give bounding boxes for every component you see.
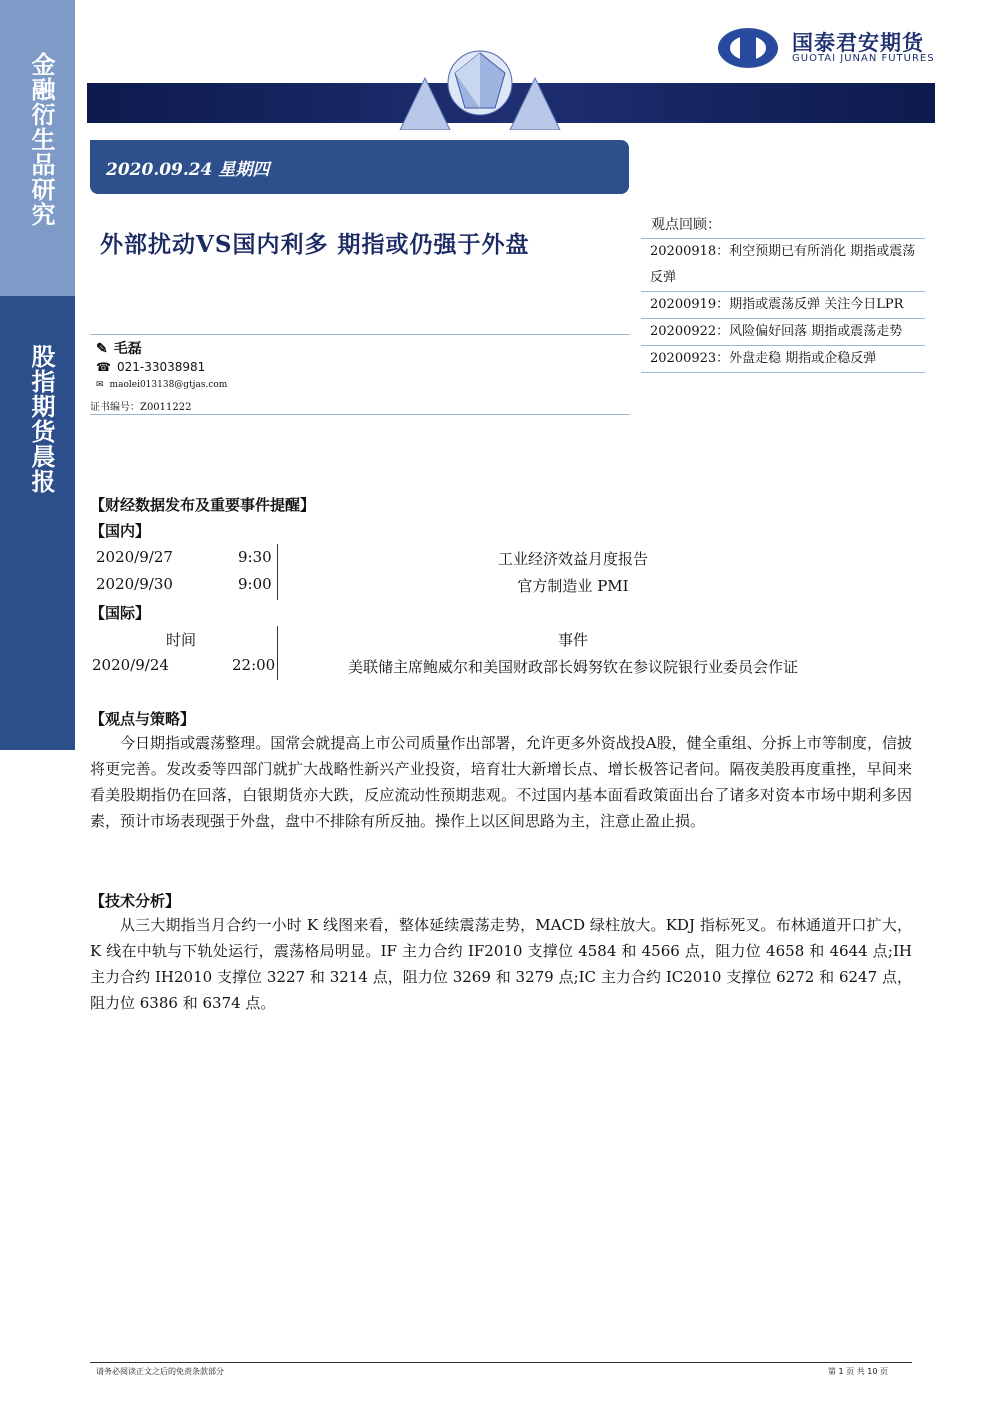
column-header-event: 事件 <box>557 631 588 649</box>
view-review-panel <box>641 214 925 373</box>
footer-disclaimer: 请务必阅读正文之后的免责条款部分 <box>96 1367 224 1376</box>
review-item: 20200918：利空预期已有所消化 期指或震荡反弹 <box>641 239 925 292</box>
review-item: 20200923：外盘走稳 期指或企稳反弹 <box>641 346 925 373</box>
technical-heading: 【技术分析】 <box>90 892 181 910</box>
table-row <box>90 548 910 574</box>
review-title: 观点回顾： <box>641 214 925 239</box>
company-name-cn: 国泰君安期货 <box>792 31 924 55</box>
domestic-label: 【国内】 <box>90 522 151 540</box>
strategy-heading: 【观点与策略】 <box>90 710 196 728</box>
page-number: 第 1 页 共 10 页 <box>828 1367 888 1376</box>
author-phone-row <box>96 360 205 374</box>
sidebar-top-label: 金融衍生品研究 <box>27 52 56 227</box>
strategy-paragraph <box>90 730 912 834</box>
certificate-number: 证书编号：Z0011222 <box>90 402 192 413</box>
table-header-row <box>90 629 910 655</box>
report-date: 2020.09.24 星期四 <box>90 140 629 194</box>
footer-divider <box>90 1362 912 1363</box>
event-time: 9:00 <box>238 575 272 593</box>
table-row <box>90 575 910 601</box>
author-email-row <box>96 380 227 390</box>
column-header-time: 时间 <box>166 631 197 649</box>
event-name: 美联储主席鲍威尔和美国财政部长姆努钦在参议院银行业委员会作证 <box>347 658 798 676</box>
phone-icon: ☎ <box>96 360 111 374</box>
table-divider <box>277 544 278 600</box>
author-email[interactable]: maolei013138@gtjas.com <box>109 380 228 390</box>
company-name-en: GUOTAI JUNAN FUTURES <box>792 53 935 64</box>
event-date: 2020/9/30 <box>96 575 173 593</box>
technical-paragraph <box>90 912 912 1016</box>
event-name: 官方制造业 PMI <box>517 577 629 595</box>
event-name: 工业经济效益月度报告 <box>497 550 648 568</box>
calendar-heading: 【财经数据发布及重要事件提醒】 <box>90 496 316 514</box>
event-date: 2020/9/27 <box>96 548 173 566</box>
event-time: 22:00 <box>232 656 276 674</box>
review-item: 20200922：风险偏好回落 期指或震荡走势 <box>641 319 925 346</box>
mail-icon: ✉ <box>96 380 104 390</box>
review-item: 20200919：期指或震荡反弹 关注今日LPR <box>641 292 925 319</box>
divider <box>90 414 630 415</box>
pen-icon: ✎ <box>96 341 108 357</box>
sidebar-bottom-label: 股指期货晨报 <box>27 344 56 494</box>
divider <box>90 334 630 335</box>
event-time: 9:30 <box>238 548 272 566</box>
author-name-row <box>96 338 142 358</box>
author-phone: 021-33038981 <box>116 360 206 374</box>
table-divider <box>277 626 278 680</box>
diamond-decoration-icon <box>390 48 570 130</box>
strategy-text: 今日期指或震荡整理。国常会就提高上市公司质量作出部署，允许更多外资战投A股，健全重组、分拆上市等制度，信披将更完善。发改委等四部门就扩大战略性新兴产业投资，培育壮大新增长点、增长极答记者问。隔夜美股再度重挫，早间来看美股期指仍在回落，白银期货亦大跌，反应流动性预期悲观。不过国内基本面看政策面出台了诸多对资本市场中期利多因素，预计市场表现强于外盘，盘中不排除有所反抽。操作上以区间思路为主，注意止盈止损。 <box>90 734 912 830</box>
author-name: 毛磊 <box>113 341 142 357</box>
table-row <box>90 656 910 682</box>
report-title: 外部扰动VS国内利多 期指或仍强于外盘 <box>100 231 530 258</box>
intl-label: 【国际】 <box>90 604 151 622</box>
technical-text: 从三大期指当月合约一小时 K 线图来看，整体延续震荡走势，MACD 绿柱放大。KDJ 指标死叉。布林通道开口扩大，K 线在中轨与下轨处运行，震荡格局明显。IF 主力合约 IF2010 支撑位 4584 和 4566 点，阻力位 4658 和 4644 点;IH 主力合约 IH2010 支撑位 3227 和 3214 点，阻力位 3269 和 3279 点;IC 主力合约 IC2010 支撑位 6272 和 6247 点，阻力位 6386 和 6374 点。 <box>90 916 912 1012</box>
event-date: 2020/9/24 <box>92 656 169 674</box>
